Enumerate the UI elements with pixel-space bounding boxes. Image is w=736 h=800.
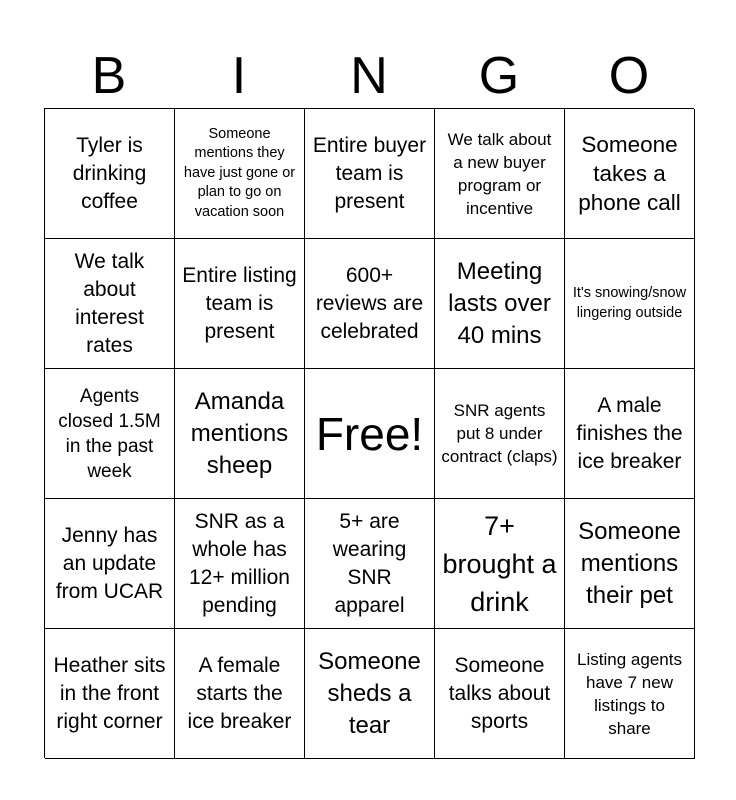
bingo-cell[interactable] [175,499,305,629]
header-letter-o: O [608,47,650,105]
bingo-cell[interactable] [45,629,175,759]
header-letter-g: G [478,47,520,105]
bingo-cell[interactable] [565,629,695,759]
header-letter-i: I [231,47,247,105]
header-letter-n: N [350,47,388,105]
free-text: Free! [315,407,424,460]
bingo-cell[interactable] [175,109,305,239]
cell-text: Someone takes a phone call [578,132,681,215]
cell-text: Amanda mentions sheep [190,387,289,479]
bingo-cell[interactable] [45,239,175,369]
cell-text: Tyler is drinking coffee [72,133,147,213]
bingo-cell[interactable] [45,499,175,629]
cell-text: Someone mentions they have just gone or plan to go on vacation soon [183,125,296,220]
cell-text: 7+ brought a drink [442,510,557,617]
bingo-cell[interactable] [175,369,305,499]
cell-text: SNR agents put 8 under contract (claps) [441,401,558,466]
cell-text: It's snowing/snow lingering outside [572,285,687,321]
bingo-header [44,44,694,108]
bingo-cell[interactable] [565,499,695,629]
cell-text: 600+ reviews are celebrated [315,263,424,343]
cell-text: A male finishes the ice breaker [576,393,683,473]
bingo-cell[interactable] [435,629,565,759]
bingo-cell[interactable] [175,629,305,759]
cell-text: Someone sheds a tear [318,647,421,739]
cell-text: Listing agents have 7 new listings to share [577,649,682,738]
cell-text: We talk about a new buyer program or incentive [447,129,552,218]
cell-text: Entire listing team is present [182,263,297,343]
cell-text: Someone mentions their pet [578,517,681,609]
cell-text: Someone talks about sports [448,653,551,733]
bingo-cell[interactable] [435,369,565,499]
cell-text: Heather sits in the front right corner [53,653,166,733]
cell-text: We talk about interest rates [74,249,145,357]
bingo-cell[interactable] [305,499,435,629]
bingo-cell[interactable] [435,109,565,239]
cell-text: 5+ are wearing SNR apparel [332,509,407,617]
cell-text: Entire buyer team is present [312,133,427,213]
cell-text: A female starts the ice breaker [187,653,292,733]
bingo-cell[interactable] [435,239,565,369]
bingo-cell[interactable] [45,369,175,499]
header-letter-b: B [91,47,127,105]
cell-text: Meeting lasts over 40 mins [448,257,551,349]
bingo-cell[interactable] [435,499,565,629]
bingo-cell[interactable] [175,239,305,369]
bingo-cell[interactable] [565,369,695,499]
free-cell[interactable] [305,369,435,499]
bingo-cell[interactable] [305,239,435,369]
cell-text: Agents closed 1.5M in the past week [58,385,161,482]
cell-text: SNR as a whole has 12+ million pending [189,509,290,617]
bingo-grid [44,108,694,758]
bingo-cell[interactable] [565,239,695,369]
bingo-cell[interactable] [305,109,435,239]
cell-text: Jenny has an update from UCAR [55,523,164,603]
bingo-cell[interactable] [45,109,175,239]
bingo-cell[interactable] [565,109,695,239]
bingo-cell[interactable] [305,629,435,759]
